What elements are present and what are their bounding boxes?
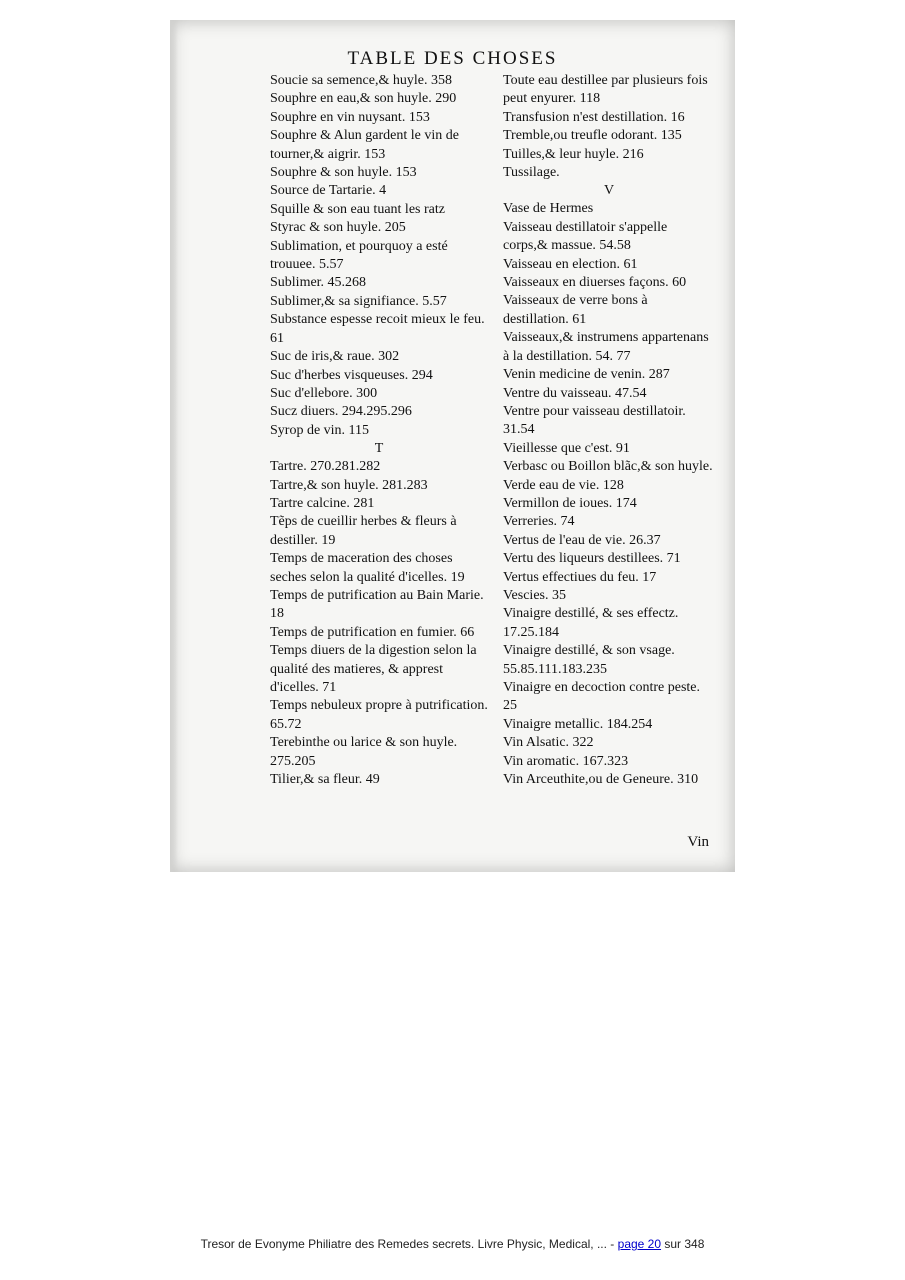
footer: [0, 1237, 905, 1251]
left-column: [270, 72, 488, 789]
index-entry: Vaisseaux de verre bons à destillation. 61: [503, 293, 648, 327]
index-entry: Vaisseaux en diuerses façons. 60: [503, 275, 687, 291]
catchword: Vin: [687, 834, 709, 850]
index-entry: Vinaigre destillé, & son vsage. 55.85.111.183.235: [503, 643, 675, 677]
index-entry: Vinaigre en decoction contre peste. 25: [503, 680, 701, 714]
right-column: [503, 72, 715, 789]
index-entry: Temps nebuleux propre à putrification. 65.72: [270, 698, 488, 732]
index-entry: Sublimer. 45.268: [270, 275, 367, 291]
index-entry: Venin medicine de venin. 287: [503, 367, 670, 383]
index-entry: Temps de putrification en fumier. 66: [270, 624, 475, 640]
index-entry: Source de Tartarie. 4: [270, 183, 387, 199]
index-entry: Vertu des liqueurs destillees. 71: [503, 551, 681, 567]
index-entry: Vaisseau en election. 61: [503, 256, 638, 272]
index-entry: Temps diuers de la digestion selon la qualité des matieres, & apprest d'icelles. 71: [270, 643, 477, 695]
index-entry: Styrac & son huyle. 205: [270, 220, 406, 236]
index-entry: Tussilage.: [503, 165, 560, 181]
index-entry: Vinaigre destillé, & ses effectz. 17.25.184: [503, 606, 679, 640]
index-entry: Souphre & Alun gardent le vin de tourner,& aigrir. 153: [270, 128, 459, 162]
index-entry: Tartre calcine. 281: [270, 495, 375, 511]
index-entry: Substance espesse recoit mieux le feu. 61: [270, 312, 485, 346]
index-entry: Suc d'ellebore. 300: [270, 385, 378, 401]
index-entry: Sucz diuers. 294.295.296: [270, 404, 412, 420]
index-entry: Souphre & son huyle. 153: [270, 165, 417, 181]
index-entry: Ventre du vaisseau. 47.54: [503, 385, 647, 401]
section-letter: T: [374, 441, 384, 457]
index-entry: Ventre pour vaisseau destillatoir. 31.54: [503, 403, 686, 438]
index-entry: Sublimation, et pourquoy a esté trouuee. 5.57: [270, 238, 448, 273]
index-entry: Vin Arceuthite,ou de Geneure. 310: [503, 772, 699, 788]
footer-suffix: sur 348: [664, 1237, 705, 1251]
index-entry: Vin aromatic. 167.323: [503, 753, 629, 769]
index-entry: Sublimer,& sa signifiance. 5.57: [270, 293, 447, 309]
footer-text: Tresor de Evonyme Philiatre des Remedes secrets. Livre Physic, Medical, ... -: [200, 1237, 615, 1251]
index-entry: Terebinthe ou larice & son huyle. 275.205: [270, 735, 458, 769]
index-entry: Vase de Hermes: [503, 201, 594, 217]
index-entry: Tuilles,& leur huyle. 216: [503, 146, 644, 162]
index-entry: Tartre. 270.281.282: [270, 459, 381, 475]
index-entry: Suc de iris,& raue. 302: [270, 349, 400, 365]
index-entry: Syrop de vin. 115: [270, 422, 370, 438]
section-letter: V: [603, 183, 615, 199]
index-entry: Vertus de l'eau de vie. 26.37: [503, 532, 661, 548]
index-entry: Temps de maceration des choses seches selon la qualité d'icelles. 19: [270, 551, 465, 585]
index-entry: Vaisseaux,& instrumens appartenans à la destillation. 54. 77: [503, 330, 709, 364]
index-entry: Tartre,& son huyle. 281.283: [270, 477, 428, 493]
index-entry: Squille & son eau tuant les ratz: [270, 201, 445, 217]
index-entry: Vaisseau destillatoir s'appelle corps,& massue. 54.58: [503, 219, 668, 254]
index-entry: Tẽps de cueillir herbes & fleurs à destiller. 19: [270, 514, 457, 548]
index-entry: Verde eau de vie. 128: [503, 477, 624, 493]
index-entry: Vertus effectiues du feu. 17: [503, 569, 657, 585]
index-entry: Verreries. 74: [503, 514, 575, 530]
index-entry: Vescies. 35: [503, 587, 566, 603]
index-entry: Toute eau destillee par plusieurs fois peut enyurer. 118: [503, 73, 708, 107]
index-entry: Vin Alsatic. 322: [503, 735, 594, 751]
index-entry: Soucie sa semence,& huyle. 358: [270, 73, 452, 88]
index-entry: Temps de putrification au Bain Marie. 18: [270, 587, 484, 622]
index-entry: Vinaigre metallic. 184.254: [503, 716, 653, 732]
page-heading: TABLE DES CHOSES: [347, 48, 558, 69]
index-entry: Tremble,ou treufle odorant. 135: [503, 128, 682, 144]
index-entry: Vieillesse que c'est. 91: [503, 440, 630, 456]
index-entry: Tilier,& sa fleur. 49: [270, 772, 380, 788]
index-entry: Verbasc ou Boillon blãc,& son huyle.: [503, 459, 713, 475]
index-entry: Suc d'herbes visqueuses. 294: [270, 367, 433, 383]
index-entry: Souphre en eau,& son huyle. 290: [270, 91, 457, 107]
index-entry: Souphre en vin nuysant. 153: [270, 109, 430, 125]
scanned-page: [170, 20, 735, 872]
index-entry: Transfusion n'est destillation. 16: [503, 109, 685, 125]
index-entry: Vermillon de ioues. 174: [503, 495, 637, 511]
page-link[interactable]: page 20: [617, 1237, 662, 1251]
